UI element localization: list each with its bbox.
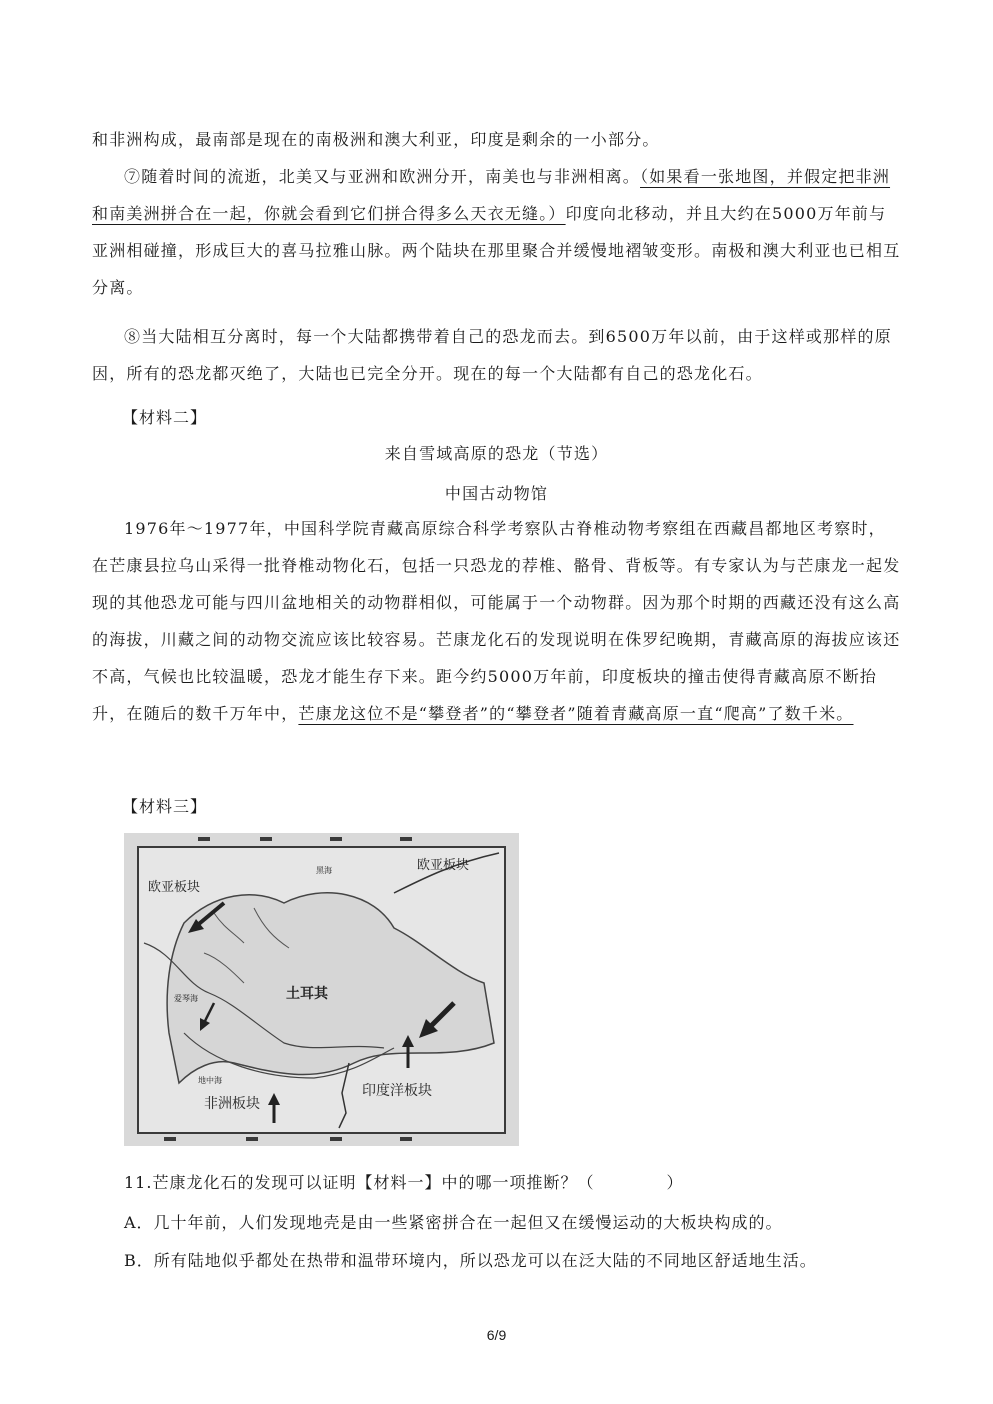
material-2-label: 【材料二】 — [122, 408, 208, 427]
map-label-turkey: 土耳其 — [286, 985, 328, 1001]
page-number: 6/9 — [486, 1327, 507, 1343]
material-3-label: 【材料三】 — [122, 797, 208, 816]
paragraph-8: ⑧当大陆相互分离时，每一个大陆都携带着自己的恐龙而去。到6500万年以前，由于这样或那样的原因，所有的恐龙都灭绝了，大陆也已完全分开。现在的每一个大陆都有自己的恐龙化石。 — [92, 327, 892, 383]
question-11-option-b: B．所有陆地似乎都处在热带和温带环境内，所以恐龙可以在泛大陆的不同地区舒适地生活。 — [124, 1251, 817, 1270]
material-2-source: 中国古动物馆 — [444, 484, 549, 503]
paragraph-7-end: 印度向北移动，并且大约在5000万年前与亚洲相碰撞，形成巨大的喜马拉雅山脉。两个陆块在那里聚合并缓慢地褶皱变形。南极和澳大利亚也已相互分离。 — [92, 204, 901, 297]
paragraph-7 — [92, 158, 902, 306]
paragraph-7-underlined: （如果看一张地图，并假定把非洲和南美洲拼合在一起，你就会看到它们拼合得多么天衣无缝。） — [92, 167, 891, 223]
map-label-eurasia-left: 欧亚板块 — [148, 879, 201, 894]
material-2-title: 来自雪域高原的恐龙（节选） — [384, 444, 609, 463]
question-11-close: ） — [666, 1173, 684, 1192]
map-label-africa: 非洲板块 — [204, 1095, 260, 1111]
map-label-eurasia-right: 欧亚板块 — [417, 857, 470, 872]
paragraph-7-start: ⑦随着时间的流逝，北美又与亚洲和欧洲分开，南美也与非洲相离。 — [124, 167, 641, 186]
plate-map-image — [124, 833, 519, 1146]
question-11-text: 11.芒康龙化石的发现可以证明【材料一】中的哪一项推断？（ — [124, 1173, 595, 1192]
map-label-black-sea: 黑海 — [316, 866, 332, 875]
map-label-indian: 印度洋板块 — [362, 1082, 432, 1098]
material-2-body — [92, 510, 902, 732]
question-11-stem — [124, 1170, 683, 1193]
question-11-option-a: A．几十年前，人们发现地壳是由一些紧密拼合在一起但又在缓慢运动的大板块构成的。 — [124, 1213, 783, 1232]
map-label-mediterranean: 地中海 — [198, 1076, 222, 1085]
material-2-body-underlined: 芒康龙这位不是“攀登者”的“攀登者”随着青藏高原一直“爬高”了数千米。 — [298, 704, 854, 723]
map-label-aegean: 爱琴海 — [174, 994, 198, 1003]
paragraph-continuation: 和非洲构成，最南部是现在的南极洲和澳大利亚，印度是剩余的一小部分。 — [92, 130, 660, 149]
material-2-body-text: 1976年～1977年，中国科学院青藏高原综合科学考察队古脊椎动物考察组在西藏昌都地区考察时，在芒康县拉乌山采得一批脊椎动物化石，包括一只恐龙的荐椎、骼骨、背板等。有专家认为与芒康龙一起发现的其他恐龙可能与四川盆地相关的动物群相似，可能属于一个动物群。因为那个时期的西藏还没有这么高的海拔，川藏之间的动物交流应该比较容易。芒康龙化石的发现说明在侏罗纪晚期，青藏高原的海拔应该还不高，气候也比较温暖，恐龙才能生存下来。距今约5000万年前，印度板块的撞击使得青藏高原不断抬升，在随后的数千万年中， — [92, 519, 901, 723]
